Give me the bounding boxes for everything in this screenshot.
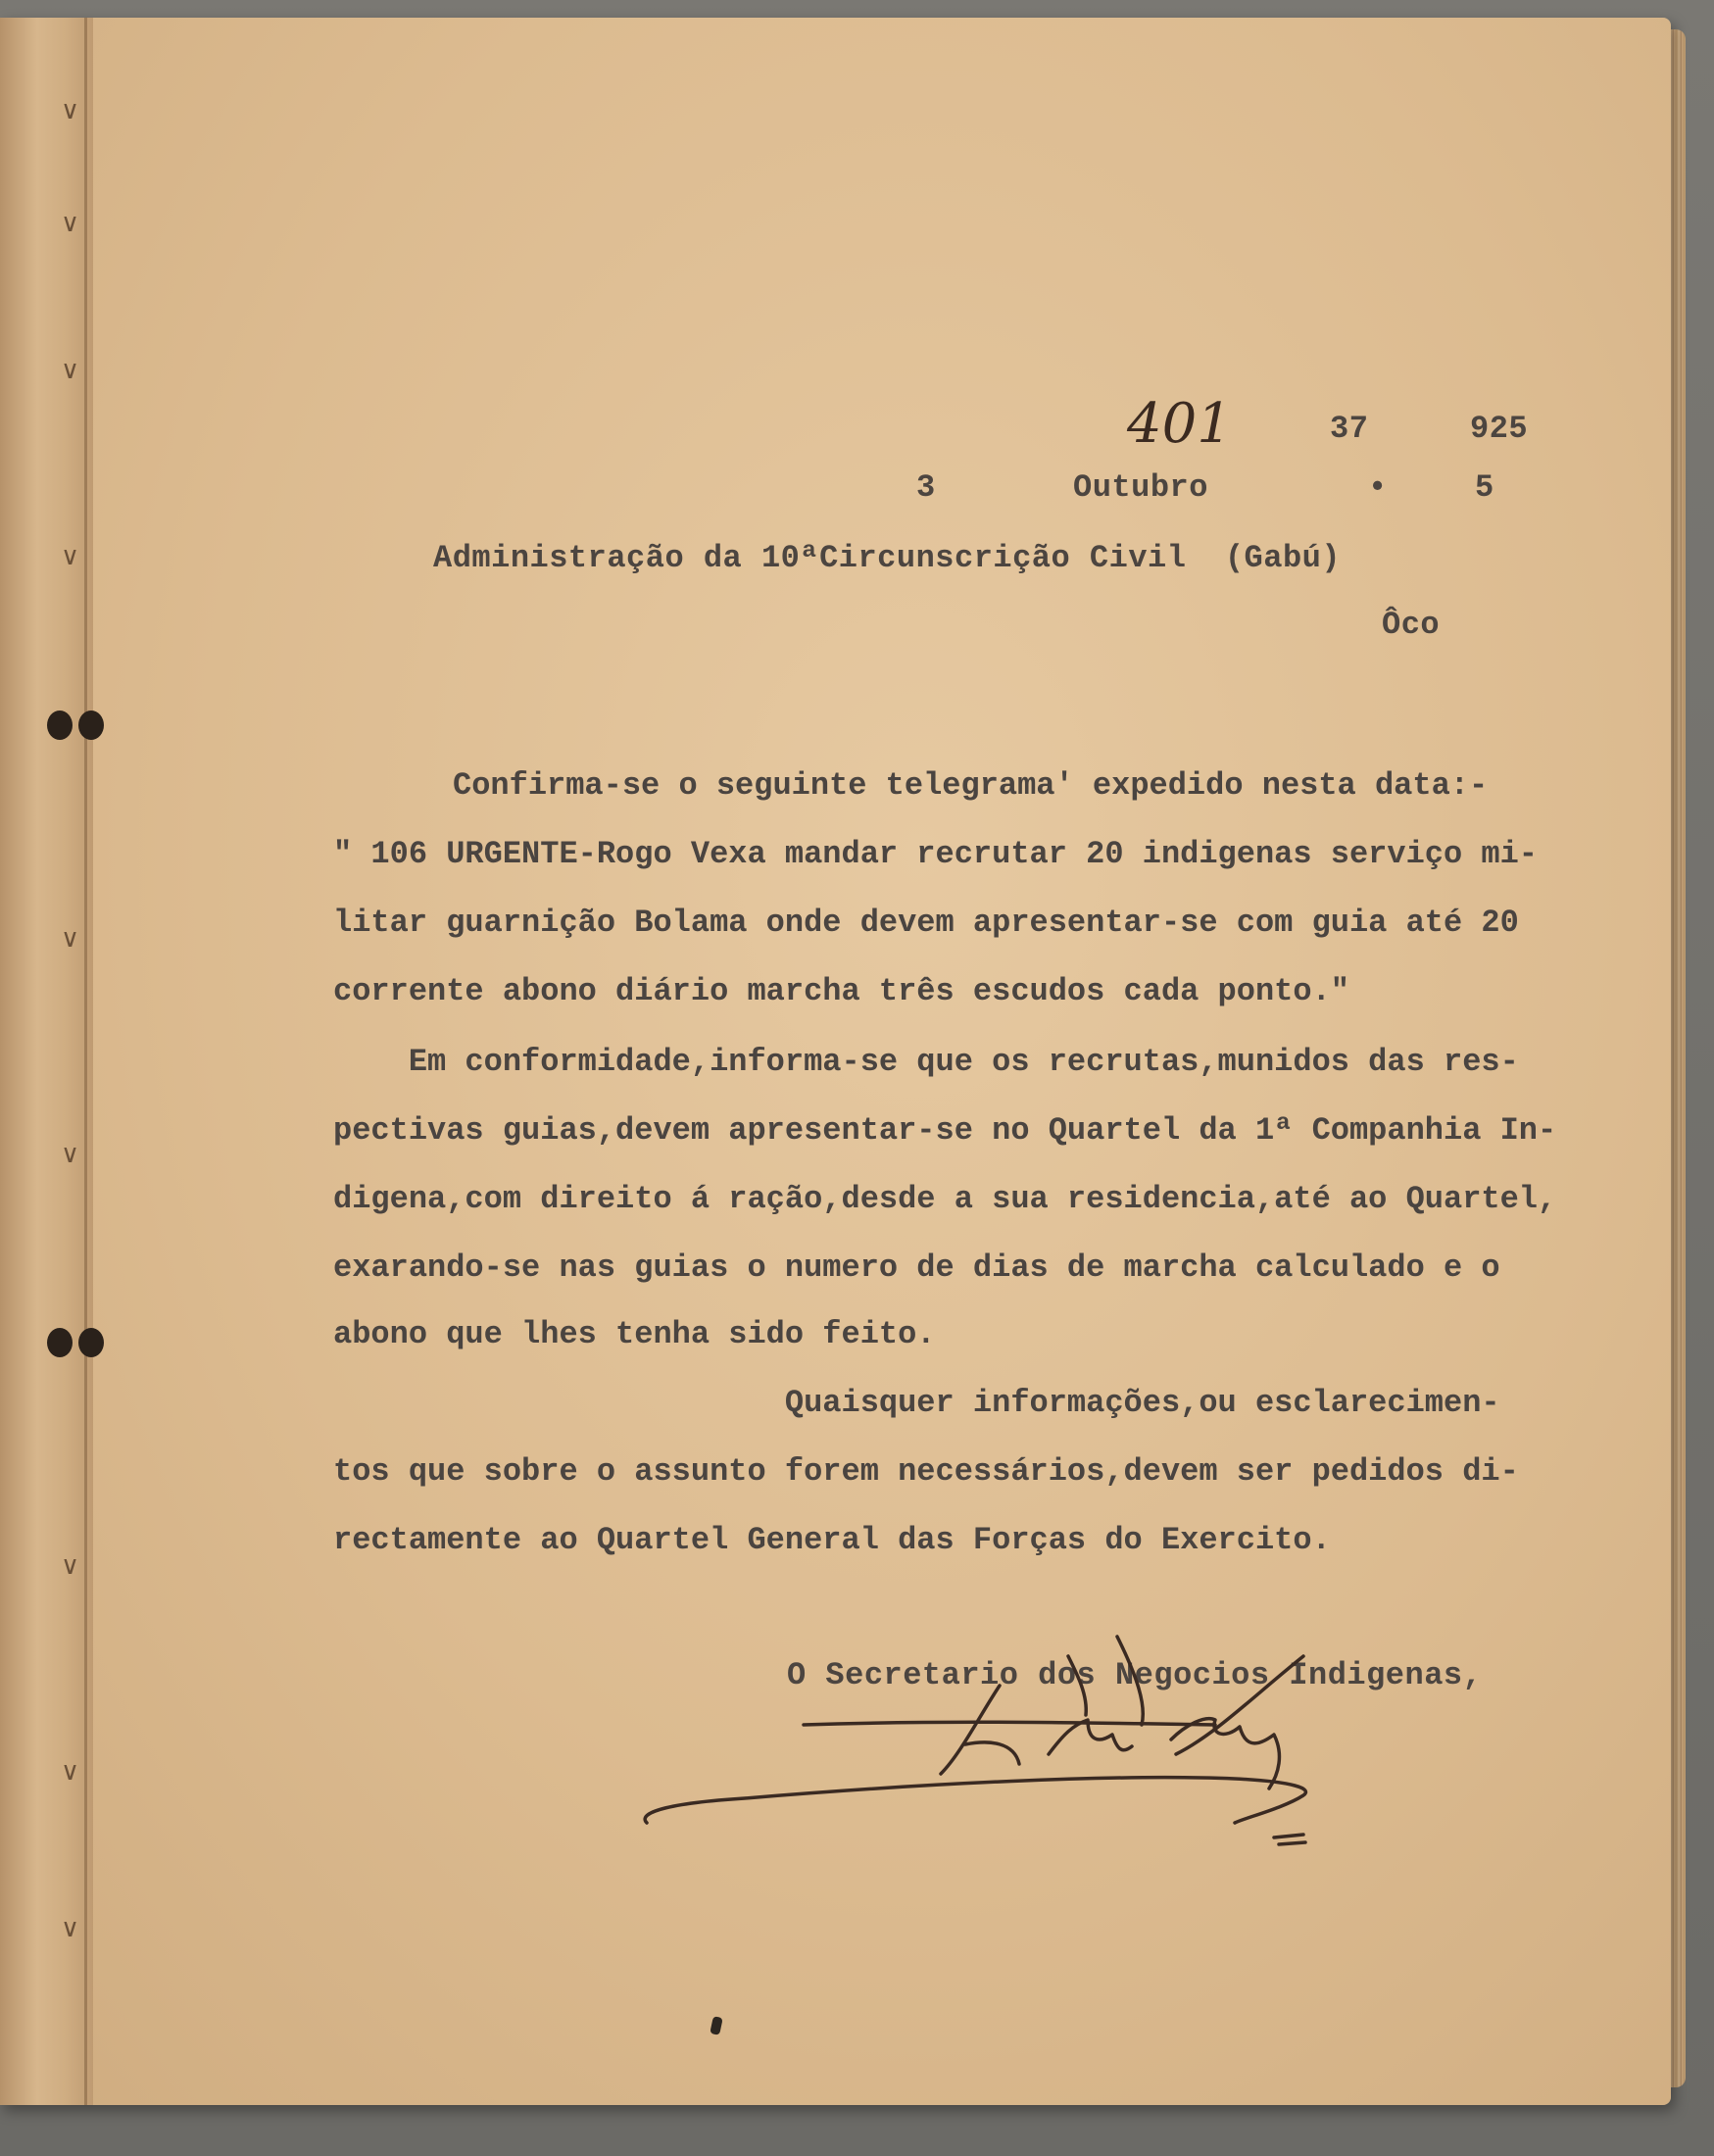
binding-hole-icon: [47, 1328, 108, 1357]
stitch-icon: [61, 544, 86, 569]
stitch-icon: [61, 1916, 86, 1941]
handwritten-signature-icon: [627, 1617, 1372, 1872]
body-line: Confirma-se o seguinte telegrama' expedido nesta data:-: [453, 767, 1489, 804]
binding-hole-icon: [47, 710, 108, 740]
reference-number: 37: [1330, 411, 1369, 447]
body-line: rectamente ao Quartel General das Forças do Exercito.: [333, 1522, 1331, 1558]
stitch-icon: [61, 211, 86, 236]
body-line: " 106 URGENTE-Rogo Vexa mandar recrutar 20 indigenas serviço mi-: [333, 836, 1538, 872]
body-line: corrente abono diário marcha três escudos cada ponto.": [333, 973, 1349, 1009]
stitch-icon: [61, 1553, 86, 1579]
addressee-line: Administração da 10ªCircunscrição Civil (Gabú): [433, 540, 1342, 576]
body-line: pectivas guias,devem apresentar-se no Quartel da 1ª Companhia In-: [333, 1112, 1557, 1149]
body-line: Quaisquer informações,ou esclarecimen-: [333, 1385, 1500, 1421]
office-code: Ôco: [1382, 607, 1441, 643]
stitch-icon: [61, 1142, 86, 1167]
stitch-icon: [61, 1759, 86, 1785]
body-line: tos que sobre o assunto forem necessários,devem ser pedidos di-: [333, 1453, 1519, 1490]
date-mark: •: [1368, 469, 1388, 506]
signature-title: O Secretario dos Negocios Indigenas,: [787, 1657, 1483, 1693]
date-month: Outubro: [1073, 469, 1208, 506]
body-line: Em conformidade,informa-se que os recrutas,munidos das res-: [333, 1044, 1519, 1080]
reference-year: 925: [1470, 411, 1529, 447]
stitch-icon: [61, 926, 86, 952]
body-line: litar guarnição Bolama onde devem apresentar-se com guia até 20: [333, 905, 1519, 941]
stitch-icon: [61, 98, 86, 123]
handwritten-number: 401: [1127, 392, 1232, 456]
body-line: abono que lhes tenha sido feito.: [333, 1316, 936, 1352]
binding-gutter: [0, 18, 93, 2105]
date-day: 3: [916, 469, 936, 506]
page-fold-line: [84, 18, 87, 2105]
body-line: digena,com direito á ração,desde a sua residencia,até ao Quartel,: [333, 1181, 1557, 1217]
body-line: exarando-se nas guias o numero de dias de marcha calculado e o: [333, 1250, 1500, 1286]
stitch-icon: [61, 358, 86, 383]
date-year-digit: 5: [1475, 469, 1494, 506]
